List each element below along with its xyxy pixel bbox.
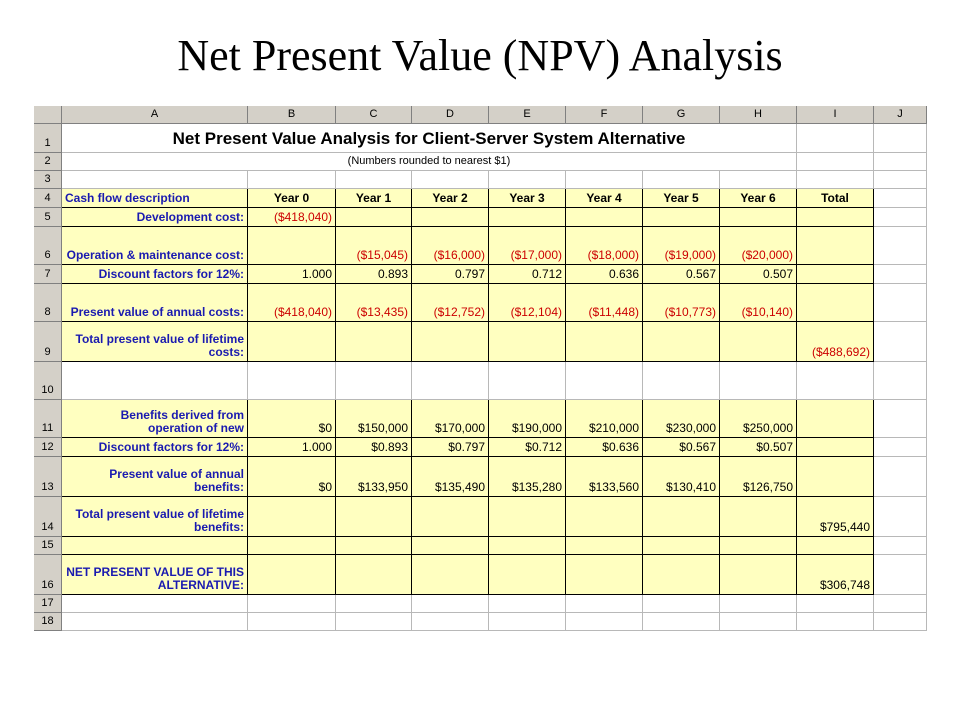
value-cell[interactable]: ($10,140) — [720, 284, 797, 322]
column-header[interactable]: C — [336, 106, 412, 124]
value-cell[interactable]: $135,490 — [412, 457, 489, 497]
column-header[interactable]: H — [720, 106, 797, 124]
value-cell[interactable] — [720, 208, 797, 227]
value-cell[interactable]: $0.567 — [643, 438, 720, 457]
total-cell[interactable] — [797, 227, 874, 265]
value-cell[interactable]: $0.797 — [412, 438, 489, 457]
empty-cell[interactable] — [62, 613, 248, 631]
empty-cell[interactable] — [412, 613, 489, 631]
row-header[interactable]: 10 — [34, 362, 62, 400]
value-cell[interactable]: ($13,435) — [336, 284, 412, 322]
pv_benefits-label[interactable]: Present value of annual benefits: — [62, 457, 248, 497]
value-cell[interactable]: $126,750 — [720, 457, 797, 497]
value-cell[interactable] — [248, 497, 336, 537]
value-cell[interactable] — [412, 497, 489, 537]
year-header[interactable]: Year 5 — [643, 189, 720, 208]
year-header[interactable]: Year 3 — [489, 189, 566, 208]
value-cell[interactable] — [248, 227, 336, 265]
total-cell[interactable] — [797, 457, 874, 497]
empty-cell[interactable] — [62, 537, 248, 555]
om_cost-label[interactable]: Operation & maintenance cost: — [62, 227, 248, 265]
empty-cell[interactable] — [412, 171, 489, 189]
empty-cell[interactable] — [643, 362, 720, 400]
year-header[interactable]: Year 6 — [720, 189, 797, 208]
value-cell[interactable] — [336, 208, 412, 227]
value-cell[interactable] — [489, 555, 566, 595]
total-cell[interactable] — [797, 208, 874, 227]
value-cell[interactable] — [248, 322, 336, 362]
value-cell[interactable]: $130,410 — [643, 457, 720, 497]
value-cell[interactable]: ($19,000) — [643, 227, 720, 265]
value-cell[interactable] — [720, 322, 797, 362]
column-header[interactable]: G — [643, 106, 720, 124]
value-cell[interactable] — [643, 555, 720, 595]
value-cell[interactable] — [248, 555, 336, 595]
value-cell[interactable] — [336, 555, 412, 595]
total-cell[interactable] — [797, 284, 874, 322]
empty-cell[interactable] — [412, 595, 489, 613]
value-cell[interactable] — [720, 497, 797, 537]
dev_cost-label[interactable]: Development cost: — [62, 208, 248, 227]
value-cell[interactable]: 0.636 — [566, 265, 643, 284]
value-cell[interactable]: $250,000 — [720, 400, 797, 438]
empty-cell[interactable] — [336, 171, 412, 189]
empty-cell[interactable] — [248, 595, 336, 613]
column-header[interactable]: J — [874, 106, 927, 124]
sheet-subtitle[interactable]: (Numbers rounded to nearest $1) — [62, 153, 797, 171]
row-header[interactable]: 2 — [34, 153, 62, 171]
value-cell[interactable]: 0.507 — [720, 265, 797, 284]
empty-cell[interactable] — [720, 613, 797, 631]
value-cell[interactable]: $210,000 — [566, 400, 643, 438]
value-cell[interactable]: 0.712 — [489, 265, 566, 284]
empty-cell[interactable] — [489, 171, 566, 189]
empty-cell[interactable] — [489, 595, 566, 613]
year-header[interactable]: Year 0 — [248, 189, 336, 208]
column-header[interactable]: A — [62, 106, 248, 124]
value-cell[interactable] — [489, 322, 566, 362]
empty-cell[interactable] — [720, 537, 797, 555]
empty-cell[interactable] — [643, 595, 720, 613]
row-header[interactable]: 18 — [34, 613, 62, 631]
empty-cell[interactable] — [797, 537, 874, 555]
value-cell[interactable] — [643, 208, 720, 227]
value-cell[interactable]: 0.893 — [336, 265, 412, 284]
slide-title: Net Present Value (NPV) Analysis — [177, 31, 783, 80]
total_pv_costs-label[interactable]: Total present value of lifetime costs: — [62, 322, 248, 362]
empty-cell[interactable] — [62, 362, 248, 400]
value-cell[interactable]: $135,280 — [489, 457, 566, 497]
value-cell[interactable]: 0.797 — [412, 265, 489, 284]
spreadsheet-grid — [34, 106, 927, 631]
value-cell[interactable]: ($11,448) — [566, 284, 643, 322]
value-cell[interactable]: 1.000 — [248, 438, 336, 457]
empty-cell[interactable] — [643, 537, 720, 555]
discount2-label[interactable]: Discount factors for 12%: — [62, 438, 248, 457]
empty-cell[interactable] — [874, 124, 927, 153]
empty-cell[interactable] — [874, 153, 927, 171]
value-cell[interactable]: 0.567 — [643, 265, 720, 284]
row-header[interactable]: 9 — [34, 322, 62, 362]
row-header[interactable]: 11 — [34, 400, 62, 438]
year-header[interactable]: Year 4 — [566, 189, 643, 208]
year-header[interactable]: Year 2 — [412, 189, 489, 208]
empty-cell[interactable] — [489, 362, 566, 400]
value-cell[interactable]: ($10,773) — [643, 284, 720, 322]
empty-cell[interactable] — [566, 595, 643, 613]
empty-cell[interactable] — [797, 595, 874, 613]
empty-cell[interactable] — [874, 613, 927, 631]
row-header[interactable]: 12 — [34, 438, 62, 457]
row-header[interactable]: 17 — [34, 595, 62, 613]
total-cell[interactable]: $795,440 — [797, 497, 874, 537]
value-cell[interactable]: ($20,000) — [720, 227, 797, 265]
value-cell[interactable] — [336, 322, 412, 362]
value-cell[interactable] — [566, 322, 643, 362]
row-header[interactable]: 7 — [34, 265, 62, 284]
column-header[interactable]: B — [248, 106, 336, 124]
npv-label[interactable]: NET PRESENT VALUE OF THIS ALTERNATIVE: — [62, 555, 248, 595]
value-cell[interactable]: $230,000 — [643, 400, 720, 438]
empty-cell[interactable] — [566, 362, 643, 400]
total-cell[interactable] — [797, 400, 874, 438]
row-header[interactable]: 8 — [34, 284, 62, 322]
value-cell[interactable] — [566, 497, 643, 537]
row-header[interactable]: 5 — [34, 208, 62, 227]
empty-cell[interactable] — [874, 595, 927, 613]
column-header[interactable]: I — [797, 106, 874, 124]
row-header[interactable]: 3 — [34, 171, 62, 189]
empty-cell[interactable] — [874, 227, 927, 265]
empty-cell[interactable] — [489, 537, 566, 555]
value-cell[interactable]: $190,000 — [489, 400, 566, 438]
empty-cell[interactable] — [874, 555, 927, 595]
empty-cell[interactable] — [797, 613, 874, 631]
value-cell[interactable] — [566, 555, 643, 595]
value-cell[interactable]: ($418,040) — [248, 284, 336, 322]
row-header[interactable]: 13 — [34, 457, 62, 497]
empty-cell[interactable] — [720, 595, 797, 613]
value-cell[interactable]: $133,560 — [566, 457, 643, 497]
value-cell[interactable]: ($17,000) — [489, 227, 566, 265]
empty-cell[interactable] — [874, 208, 927, 227]
empty-cell[interactable] — [248, 537, 336, 555]
empty-cell[interactable] — [62, 595, 248, 613]
empty-cell[interactable] — [336, 362, 412, 400]
total-cell[interactable] — [797, 438, 874, 457]
value-cell[interactable]: $0.712 — [489, 438, 566, 457]
empty-cell[interactable] — [797, 124, 874, 153]
discount1-label[interactable]: Discount factors for 12%: — [62, 265, 248, 284]
value-cell[interactable]: 1.000 — [248, 265, 336, 284]
empty-cell[interactable] — [874, 457, 927, 497]
empty-cell[interactable] — [336, 595, 412, 613]
value-cell[interactable] — [720, 555, 797, 595]
value-cell[interactable]: $0.507 — [720, 438, 797, 457]
empty-cell[interactable] — [797, 362, 874, 400]
total-header[interactable]: Total — [797, 189, 874, 208]
total-cell[interactable] — [797, 265, 874, 284]
row-header[interactable]: 1 — [34, 124, 62, 153]
header-label[interactable]: Cash flow description — [62, 189, 248, 208]
empty-cell[interactable] — [874, 189, 927, 208]
spreadsheet — [34, 106, 927, 662]
row-header[interactable]: 15 — [34, 537, 62, 555]
empty-cell[interactable] — [874, 400, 927, 438]
empty-cell[interactable] — [489, 613, 566, 631]
total-cell[interactable]: $306,748 — [797, 555, 874, 595]
value-cell[interactable]: $170,000 — [412, 400, 489, 438]
sheet-title[interactable]: Net Present Value Analysis for Client-Server System Alternative — [62, 124, 797, 153]
value-cell[interactable]: $150,000 — [336, 400, 412, 438]
empty-cell[interactable] — [643, 171, 720, 189]
empty-cell[interactable] — [874, 284, 927, 322]
empty-cell[interactable] — [566, 613, 643, 631]
value-cell[interactable] — [489, 497, 566, 537]
empty-cell[interactable] — [248, 613, 336, 631]
empty-cell[interactable] — [797, 171, 874, 189]
empty-cell[interactable] — [248, 171, 336, 189]
empty-cell[interactable] — [874, 171, 927, 189]
value-cell[interactable]: ($16,000) — [412, 227, 489, 265]
value-cell[interactable] — [643, 497, 720, 537]
value-cell[interactable] — [336, 497, 412, 537]
benefits-label[interactable]: Benefits derived from operation of new — [62, 400, 248, 438]
empty-cell[interactable] — [566, 171, 643, 189]
empty-cell[interactable] — [566, 537, 643, 555]
value-cell[interactable]: $0 — [248, 400, 336, 438]
value-cell[interactable]: ($12,104) — [489, 284, 566, 322]
row-header[interactable]: 16 — [34, 555, 62, 595]
value-cell[interactable]: $133,950 — [336, 457, 412, 497]
value-cell[interactable] — [489, 208, 566, 227]
select-all-corner[interactable] — [34, 106, 62, 124]
pv_costs-label[interactable]: Present value of annual costs: — [62, 284, 248, 322]
year-header[interactable]: Year 1 — [336, 189, 412, 208]
value-cell[interactable]: ($18,000) — [566, 227, 643, 265]
value-cell[interactable] — [412, 208, 489, 227]
empty-cell[interactable] — [62, 171, 248, 189]
empty-cell[interactable] — [874, 362, 927, 400]
empty-cell[interactable] — [643, 613, 720, 631]
column-header[interactable]: E — [489, 106, 566, 124]
empty-cell[interactable] — [874, 537, 927, 555]
total-cell[interactable]: ($488,692) — [797, 322, 874, 362]
empty-cell[interactable] — [336, 537, 412, 555]
empty-cell[interactable] — [874, 497, 927, 537]
empty-cell[interactable] — [874, 265, 927, 284]
empty-cell[interactable] — [720, 171, 797, 189]
row-header[interactable]: 6 — [34, 227, 62, 265]
value-cell[interactable] — [566, 208, 643, 227]
column-header[interactable]: F — [566, 106, 643, 124]
empty-cell[interactable] — [874, 322, 927, 362]
empty-cell[interactable] — [412, 362, 489, 400]
empty-cell[interactable] — [874, 438, 927, 457]
total_pv_benefits-label[interactable]: Total present value of lifetime benefits: — [62, 497, 248, 537]
value-cell[interactable] — [412, 322, 489, 362]
empty-cell[interactable] — [412, 537, 489, 555]
row-header[interactable]: 4 — [34, 189, 62, 208]
value-cell[interactable]: $0 — [248, 457, 336, 497]
column-header[interactable]: D — [412, 106, 489, 124]
value-cell[interactable]: $0.893 — [336, 438, 412, 457]
empty-cell[interactable] — [336, 613, 412, 631]
value-cell[interactable] — [412, 555, 489, 595]
value-cell[interactable]: ($418,040) — [248, 208, 336, 227]
value-cell[interactable] — [643, 322, 720, 362]
value-cell[interactable]: ($15,045) — [336, 227, 412, 265]
row-header[interactable]: 14 — [34, 497, 62, 537]
empty-cell[interactable] — [720, 362, 797, 400]
value-cell[interactable]: $0.636 — [566, 438, 643, 457]
value-cell[interactable]: ($12,752) — [412, 284, 489, 322]
empty-cell[interactable] — [797, 153, 874, 171]
empty-cell[interactable] — [248, 362, 336, 400]
